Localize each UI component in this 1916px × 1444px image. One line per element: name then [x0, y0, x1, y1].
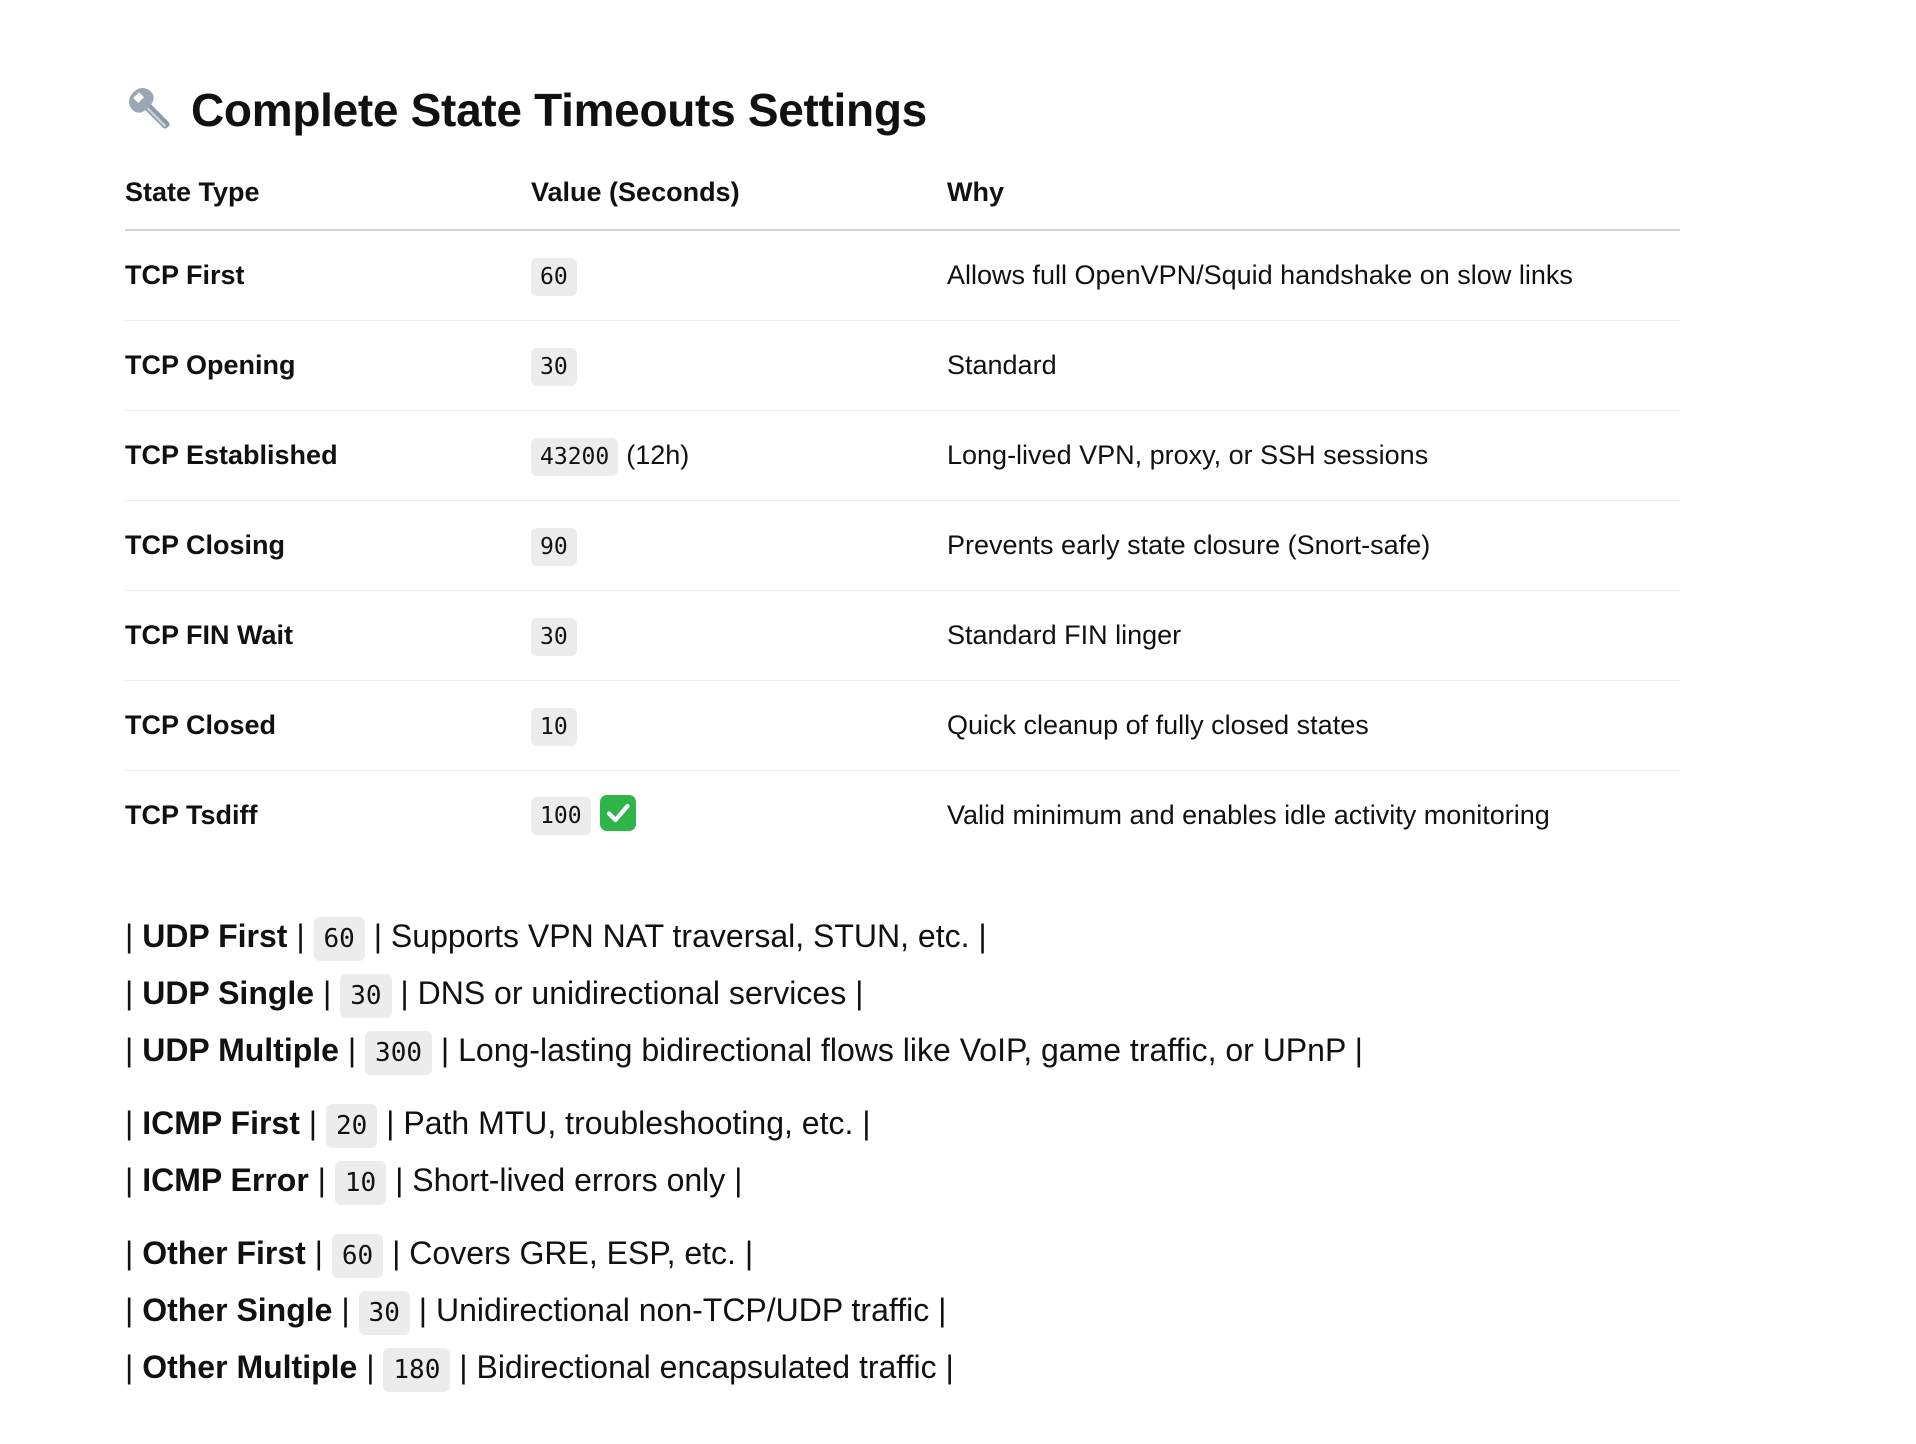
item-label: UDP First [142, 918, 288, 954]
item-label: UDP Multiple [142, 1032, 339, 1068]
list-item: | UDP First | 60 | Supports VPN NAT traversal, STUN, etc. | [125, 908, 1685, 965]
item-value: 30 [340, 974, 391, 1018]
header-value: Value (Seconds) [531, 177, 947, 230]
state-type-cell: TCP Closing [125, 501, 531, 591]
other-group [125, 1225, 1685, 1396]
item-label: Other First [142, 1235, 306, 1271]
item-value: 10 [335, 1161, 386, 1205]
table-row [125, 591, 1680, 681]
value-code: 60 [531, 258, 577, 296]
item-desc: Short-lived errors only [412, 1162, 726, 1198]
value-code: 43200 [531, 438, 618, 476]
item-label: UDP Single [142, 975, 315, 1011]
list-item: | ICMP Error | 10 | Short-lived errors only | [125, 1152, 1685, 1209]
pipe-lines [125, 908, 1685, 1396]
table-row [125, 321, 1680, 411]
why-cell: Valid minimum and enables idle activity monitoring [947, 800, 1550, 830]
item-desc: Bidirectional encapsulated traffic [476, 1349, 937, 1385]
list-item: | UDP Multiple | 300 | Long-lasting bidirectional flows like VoIP, game traffic, or UPnP | [125, 1022, 1685, 1079]
list-item: | Other Multiple | 180 | Bidirectional encapsulated traffic | [125, 1339, 1685, 1396]
table-row [125, 230, 1680, 321]
wrench-icon [125, 84, 177, 136]
item-desc: Covers GRE, ESP, etc. [409, 1235, 736, 1271]
item-value: 60 [332, 1234, 383, 1278]
item-label: ICMP First [142, 1105, 300, 1141]
value-code: 30 [531, 618, 577, 656]
value-code: 30 [531, 348, 577, 386]
state-timeouts-table [125, 177, 1680, 860]
value-cell [531, 591, 947, 681]
page-title: Complete State Timeouts Settings [191, 84, 927, 136]
list-item: | Other First | 60 | Covers GRE, ESP, etc. | [125, 1225, 1685, 1282]
state-type-cell: TCP First [125, 230, 531, 321]
value-cell [531, 501, 947, 591]
value-cell [531, 411, 947, 501]
item-label: Other Single [142, 1292, 333, 1328]
item-desc: Supports VPN NAT traversal, STUN, etc. [390, 918, 970, 954]
page-heading [125, 80, 1685, 140]
list-item: | ICMP First | 20 | Path MTU, troubleshooting, etc. | [125, 1095, 1685, 1152]
item-label: ICMP Error [142, 1162, 309, 1198]
why-cell: Allows full OpenVPN/Squid handshake on slow links [947, 230, 1680, 321]
item-desc: Path MTU, troubleshooting, etc. [403, 1105, 854, 1141]
why-cell: Standard [947, 321, 1680, 411]
table-row [125, 681, 1680, 771]
list-item: | UDP Single | 30 | DNS or unidirectional services | [125, 965, 1685, 1022]
item-label: Other Multiple [142, 1349, 358, 1385]
state-type-cell: TCP Opening [125, 321, 531, 411]
state-type-cell: TCP Tsdiff [125, 800, 258, 830]
icmp-group [125, 1095, 1685, 1209]
value-cell [531, 681, 947, 771]
why-cell: Standard FIN linger [947, 591, 1680, 681]
check-mark-icon [600, 795, 636, 831]
value-cell [531, 771, 947, 861]
header-state-type: State Type [125, 177, 531, 230]
value-code: 10 [531, 708, 577, 746]
table-row [125, 501, 1680, 591]
value-cell [531, 230, 947, 321]
item-desc: Long-lasting bidirectional flows like VoIP, game traffic, or UPnP [458, 1032, 1346, 1068]
state-type-cell: TCP Established [125, 411, 531, 501]
item-value: 180 [383, 1348, 450, 1392]
item-value: 300 [365, 1031, 432, 1075]
value-note: (12h) [626, 440, 690, 470]
value-code: 90 [531, 528, 577, 566]
list-item: | Other Single | 30 | Unidirectional non-TCP/UDP traffic | [125, 1282, 1685, 1339]
item-value: 60 [314, 917, 365, 961]
state-type-cell: TCP Closed [125, 681, 531, 771]
table-row [125, 771, 1680, 861]
value-cell [531, 321, 947, 411]
state-type-cell: TCP FIN Wait [125, 591, 531, 681]
table-row [125, 411, 1680, 501]
item-value: 20 [326, 1104, 377, 1148]
why-cell: Quick cleanup of fully closed states [947, 681, 1680, 771]
table-header-row [125, 177, 1680, 230]
document [125, 80, 1685, 1412]
item-desc: DNS or unidirectional services [417, 975, 847, 1011]
udp-group [125, 908, 1685, 1079]
value-code: 100 [531, 797, 591, 835]
why-cell: Long-lived VPN, proxy, or SSH sessions [947, 411, 1680, 501]
item-value: 30 [359, 1291, 410, 1335]
item-desc: Unidirectional non-TCP/UDP traffic [435, 1292, 930, 1328]
why-cell: Prevents early state closure (Snort-safe) [947, 501, 1680, 591]
header-why: Why [947, 177, 1680, 230]
